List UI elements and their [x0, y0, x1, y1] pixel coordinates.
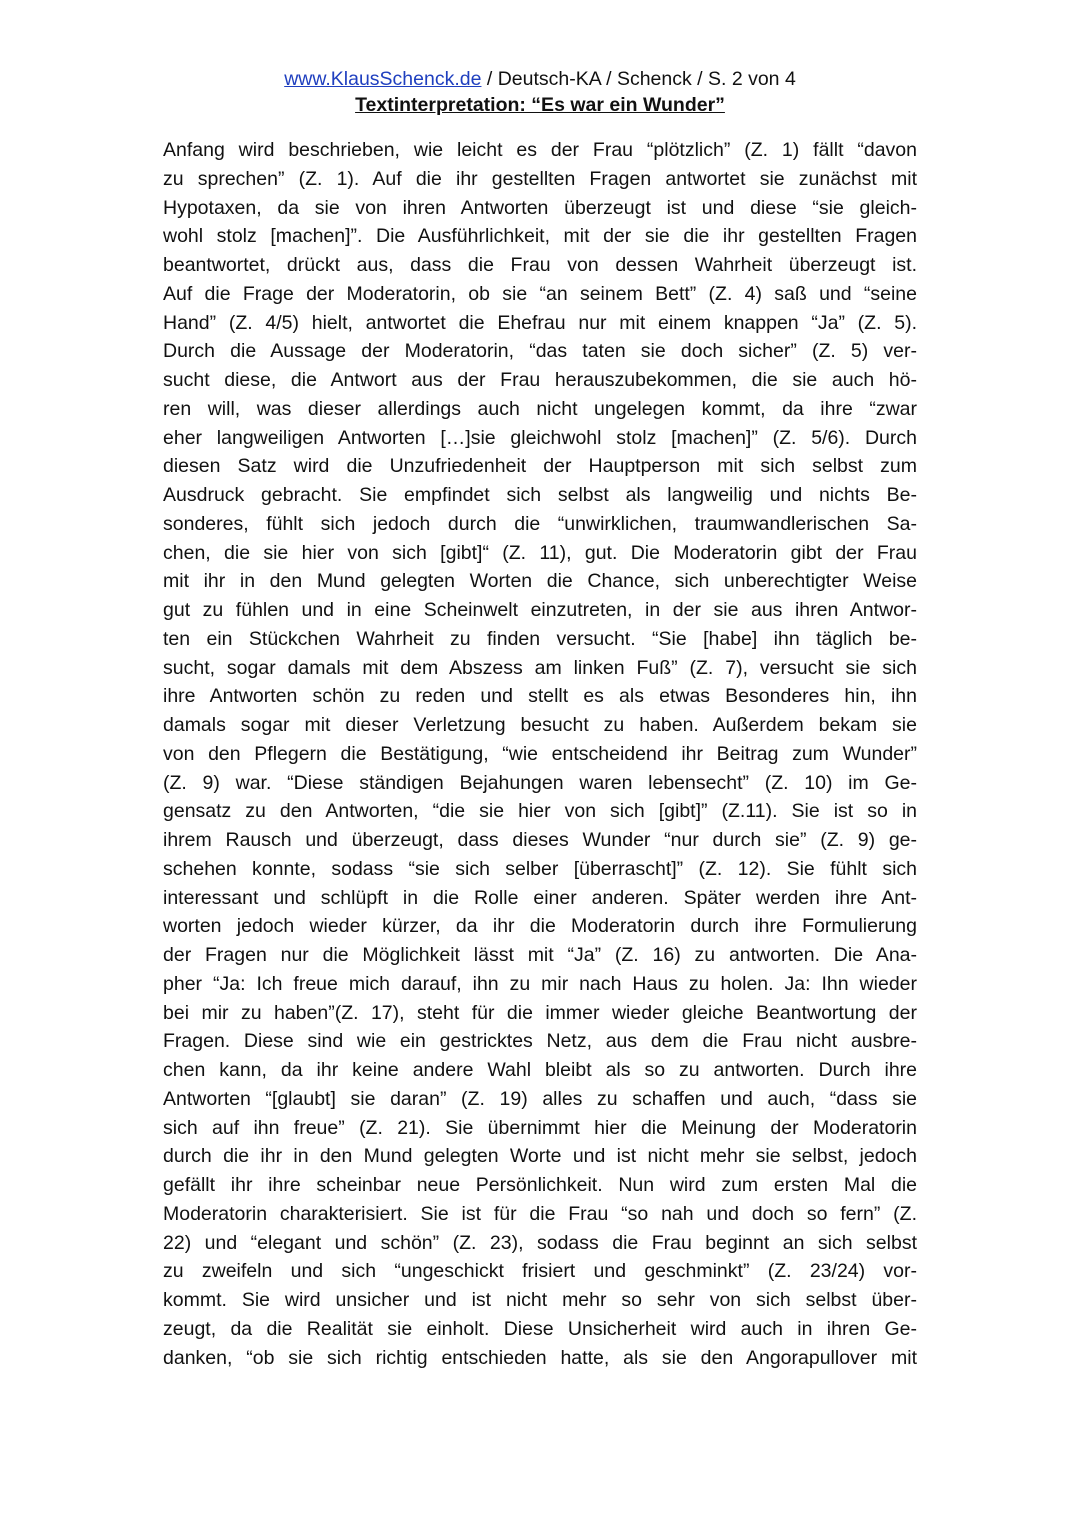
text-line: kommt. Sie wird unsicher und ist nicht mehr so sehr von sich selbst über-: [163, 1289, 917, 1311]
text-line: pher “Ja: Ich freue mich darauf, ihn zu mir nach Haus zu holen. Ja: Ihn wieder: [163, 972, 917, 995]
text-line: diesen Satz wird die Unzufriedenheit der Hauptperson mit sich selbst zum: [163, 455, 917, 478]
text-line: chen kann, da ihr keine andere Wahl bleibt als so zu antworten. Durch ihre: [163, 1059, 917, 1081]
text-line: chen, die sie hier von sich [gibt]“ (Z. 11), gut. Die Moderatorin gibt der Frau: [163, 541, 917, 564]
text-line: beantwortet, drückt aus, dass die Frau von dessen Wahrheit überzeugt ist.: [163, 254, 917, 276]
text-line: Auf die Frage der Moderatorin, ob sie “an seinem Bett” (Z. 4) saß und “seine: [163, 282, 917, 305]
text-line: sich auf ihn freue” (Z. 21). Sie übernimmt hier die Meinung der Moderatorin: [163, 1116, 917, 1139]
body-text: [163, 136, 917, 1372]
text-line: von den Pflegern die Bestätigung, “wie entscheidend ihr Beitrag zum Wunder”: [163, 742, 917, 765]
text-line: schehen konnte, sodass “sie sich selber [überrascht]” (Z. 12). Sie fühlt sich: [163, 857, 917, 880]
text-line: Anfang wird beschrieben, wie leicht es der Frau “plötzlich” (Z. 1) fällt “davon: [163, 139, 917, 161]
text-line: Ausdruck gebracht. Sie empfindet sich selbst als langweilig und nichts Be-: [163, 484, 917, 506]
text-line: bei mir zu haben”(Z. 17), steht für die immer wieder gleiche Beantwortung der: [163, 1001, 917, 1024]
text-line: danken, “ob sie sich richtig entschieden hatte, als sie den Angorapullover mit: [163, 1346, 917, 1369]
text-line: (Z. 9) war. “Diese ständigen Bejahungen waren lebensecht” (Z. 10) im Ge-: [163, 771, 917, 794]
header-meta: / Deutsch-KA / Schenck / S. 2 von 4: [481, 68, 796, 90]
text-line: Hypotaxen, da sie von ihren Antworten überzeugt ist und diese “sie gleich-: [163, 196, 917, 219]
text-line: zu zweifeln und sich “ungeschickt frisiert und geschminkt” (Z. 23/24) vor-: [163, 1260, 917, 1283]
text-line: ten ein Stückchen Wahrheit zu finden versucht. “Sie [habe] ihn täglich be-: [163, 627, 917, 650]
text-line: Durch die Aussage der Moderatorin, “das taten sie doch sicher” (Z. 5) ver-: [163, 340, 917, 363]
text-line: Hand” (Z. 4/5) hielt, antwortet die Ehefrau nur mit einem knappen “Ja” (Z. 5).: [163, 311, 917, 334]
text-line: Antworten “[glaubt] sie daran” (Z. 19) alles zu schaffen und auch, “dass sie: [163, 1087, 917, 1110]
text-line: gensatz zu den Antworten, “die sie hier von sich [gibt]” (Z.11). Sie ist so in: [163, 800, 917, 823]
text-line: Fragen. Diese sind wie ein gestricktes Netz, aus dem die Frau nicht ausbre-: [163, 1030, 917, 1053]
text-line: damals sogar mit dieser Verletzung besucht zu haben. Außerdem bekam sie: [163, 714, 917, 736]
text-line: mit ihr in den Mund gelegten Worten die Chance, sich unberechtigter Weise: [163, 570, 917, 593]
page-header: [0, 66, 1080, 118]
text-line: gut zu fühlen und in eine Scheinwelt einzutreten, in der sie aus ihren Antwor-: [163, 599, 917, 621]
text-line: durch die ihr in den Mund gelegten Worte und ist nicht mehr sie selbst, jedoch: [163, 1145, 917, 1168]
text-line: ihre Antworten schön zu reden und stellt es als etwas Besonderes hin, ihn: [163, 685, 917, 708]
text-line: gefällt ihr ihre scheinbar neue Persönlichkeit. Nun wird zum ersten Mal die: [163, 1174, 917, 1196]
text-line: eher langweiligen Antworten […]sie gleichwohl stolz [machen]” (Z. 5/6). Durch: [163, 426, 917, 449]
text-line: 22) und “elegant und schön” (Z. 23), sodass die Frau beginnt an sich selbst: [163, 1231, 917, 1254]
website-link[interactable]: www.KlausSchenck.de: [284, 68, 482, 90]
text-line: interessant und schlüpft in die Rolle einer anderen. Später werden ihre Ant-: [163, 886, 917, 909]
text-line: der Fragen nur die Möglichkeit lässt mit “Ja” (Z. 16) zu antworten. Die Ana-: [163, 944, 917, 966]
text-line: sonderes, fühlt sich jedoch durch die “unwirklichen, traumwandlerischen Sa-: [163, 512, 917, 535]
header-line-1: [0, 66, 1080, 92]
text-line: zeugt, da die Realität sie einholt. Diese Unsicherheit wird auch in ihren Ge-: [163, 1317, 917, 1340]
text-line: wohl stolz [machen]”. Die Ausführlichkeit, mit der sie die ihr gestellten Fragen: [163, 225, 917, 248]
text-line: zu sprechen” (Z. 1). Auf die ihr gestellten Fragen antwortet sie zunächst mit: [163, 167, 917, 190]
text-line: ren will, was dieser allerdings auch nicht ungelegen kommt, da ihre “zwar: [163, 397, 917, 420]
text-line: worten jedoch wieder kürzer, da ihr die Moderatorin durch ihre Formulierung: [163, 915, 917, 938]
text-line: ihrem Rausch und überzeugt, dass dieses Wunder “nur durch sie” (Z. 9) ge-: [163, 829, 917, 851]
document-title: Textinterpretation: “Es war ein Wunder”: [355, 94, 725, 116]
text-line: sucht diese, die Antwort aus der Frau herauszubekommen, die sie auch hö-: [163, 369, 917, 391]
text-line: sucht, sogar damals mit dem Abszess am linken Fuß” (Z. 7), versucht sie sich: [163, 656, 917, 679]
text-line: Moderatorin charakterisiert. Sie ist für die Frau “so nah und doch so fern” (Z.: [163, 1202, 917, 1225]
